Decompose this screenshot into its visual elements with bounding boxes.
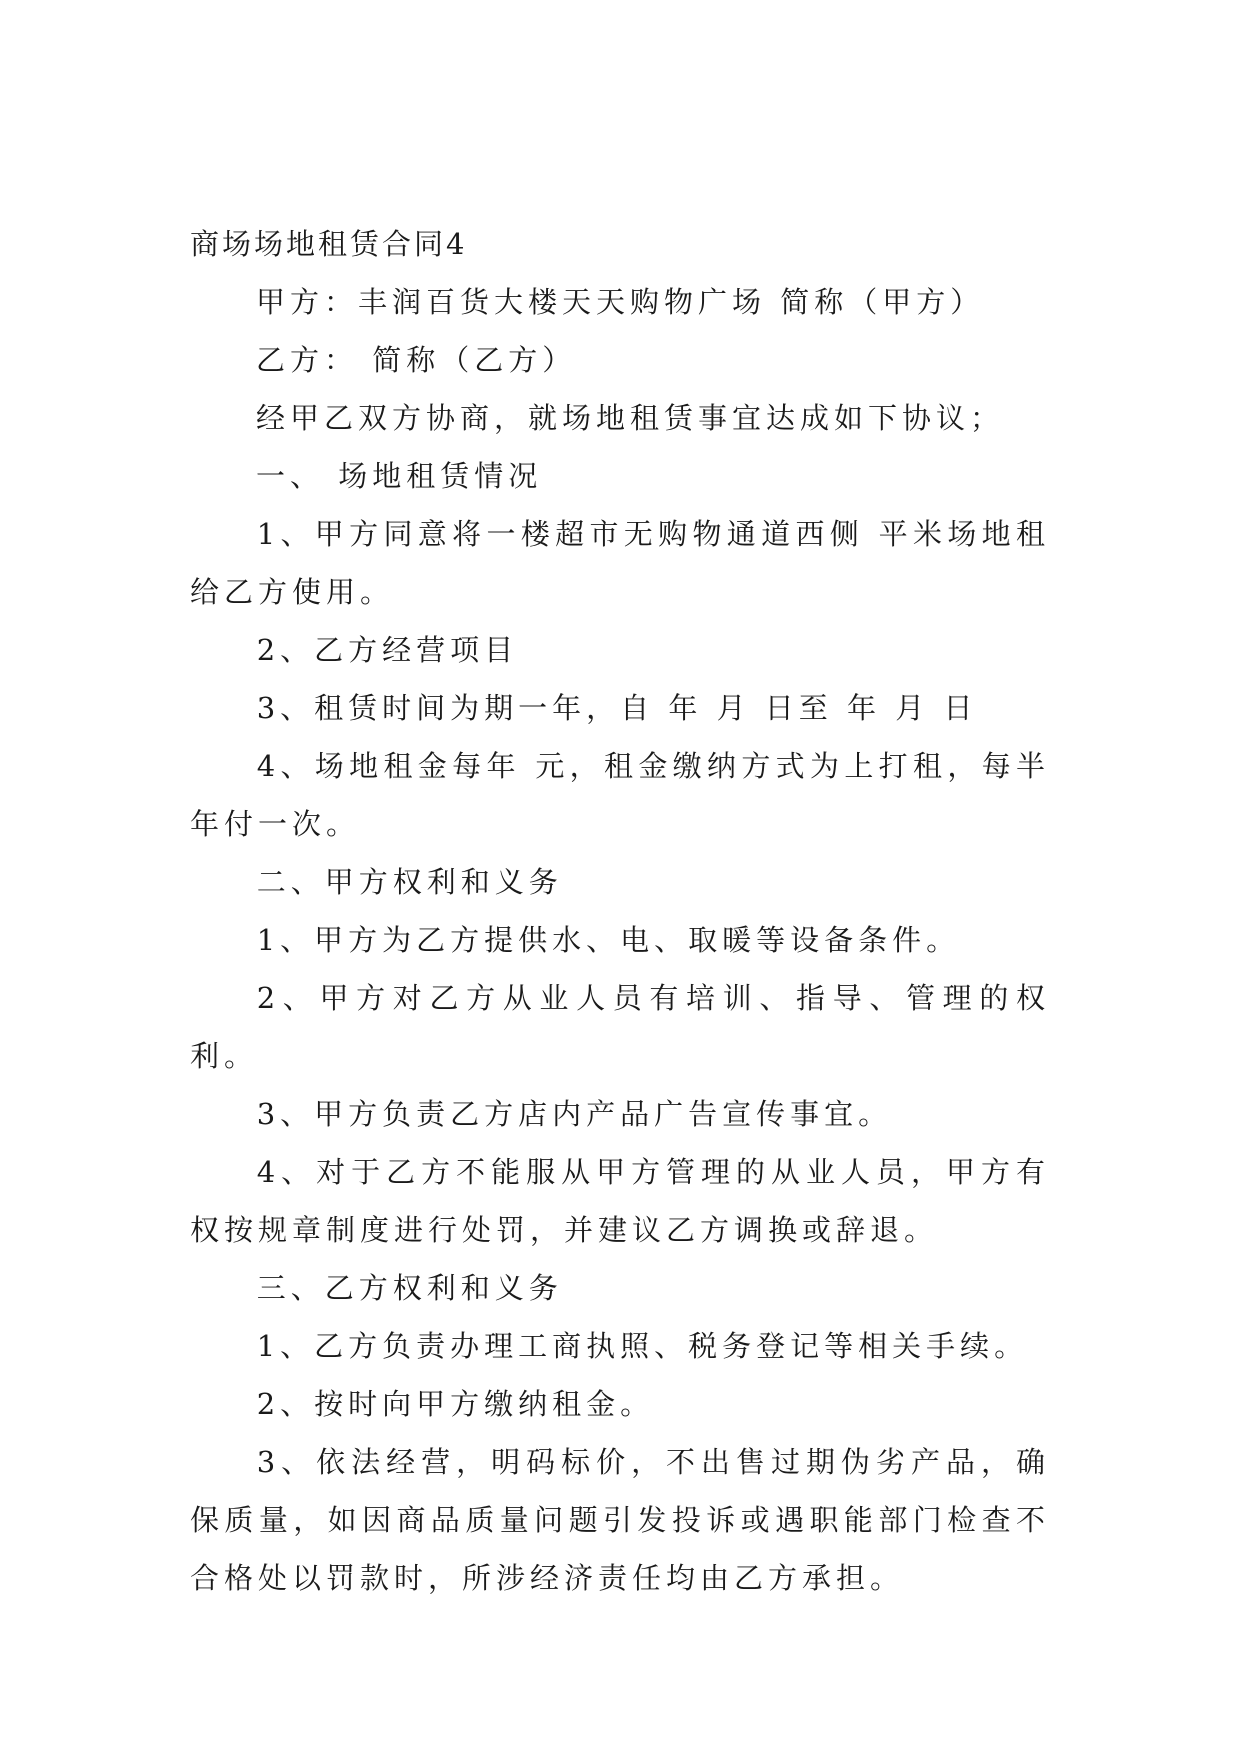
section-3-heading: 三、乙方权利和义务 bbox=[256, 1271, 563, 1305]
clause-1-4: 4、场地租金每年 元，租金缴纳方式为上打租，每半年付一次。 bbox=[190, 749, 1050, 841]
clause-3-2: 2、按时向甲方缴纳租金。 bbox=[256, 1387, 655, 1421]
document-body bbox=[190, 215, 1050, 1607]
clause-1-2: 2、乙方经营项目 bbox=[256, 633, 519, 667]
clause-2-3: 3、甲方负责乙方店内产品广告宣传事宜。 bbox=[256, 1097, 893, 1131]
agreement-intro: 经甲乙双方协商，就场地租赁事宜达成如下协议； bbox=[256, 401, 1005, 435]
party-a-line: 甲方：丰润百货大楼天天购物广场 简称（甲方） bbox=[256, 285, 985, 319]
party-b-line: 乙方： 简称（乙方） bbox=[256, 343, 577, 377]
section-2-heading: 二、甲方权利和义务 bbox=[256, 865, 563, 899]
section-1-heading: 一、 场地租赁情况 bbox=[256, 459, 543, 493]
clause-1-1: 1、甲方同意将一楼超市无购物通道西侧 平米场地租给乙方使用。 bbox=[190, 517, 1050, 609]
document-title: 商场场地租赁合同4 bbox=[190, 227, 468, 261]
clause-2-4: 4、对于乙方不能服从甲方管理的从业人员，甲方有权按规章制度进行处罚，并建议乙方调换或辞退。 bbox=[190, 1155, 1050, 1247]
clause-1-3: 3、租赁时间为期一年，自 年 月 日至 年 月 日 bbox=[256, 691, 978, 725]
clause-2-2: 2、甲方对乙方从业人员有培训、指导、管理的权利。 bbox=[190, 981, 1050, 1073]
clause-3-3: 3、依法经营，明码标价，不出售过期伪劣产品，确保质量，如因商品质量问题引发投诉或遇职能部门检查不合格处以罚款时，所涉经济责任均由乙方承担。 bbox=[190, 1445, 1050, 1595]
clause-3-1: 1、乙方负责办理工商执照、税务登记等相关手续。 bbox=[256, 1329, 1029, 1363]
clause-2-1: 1、甲方为乙方提供水、电、取暖等设备条件。 bbox=[256, 923, 961, 957]
